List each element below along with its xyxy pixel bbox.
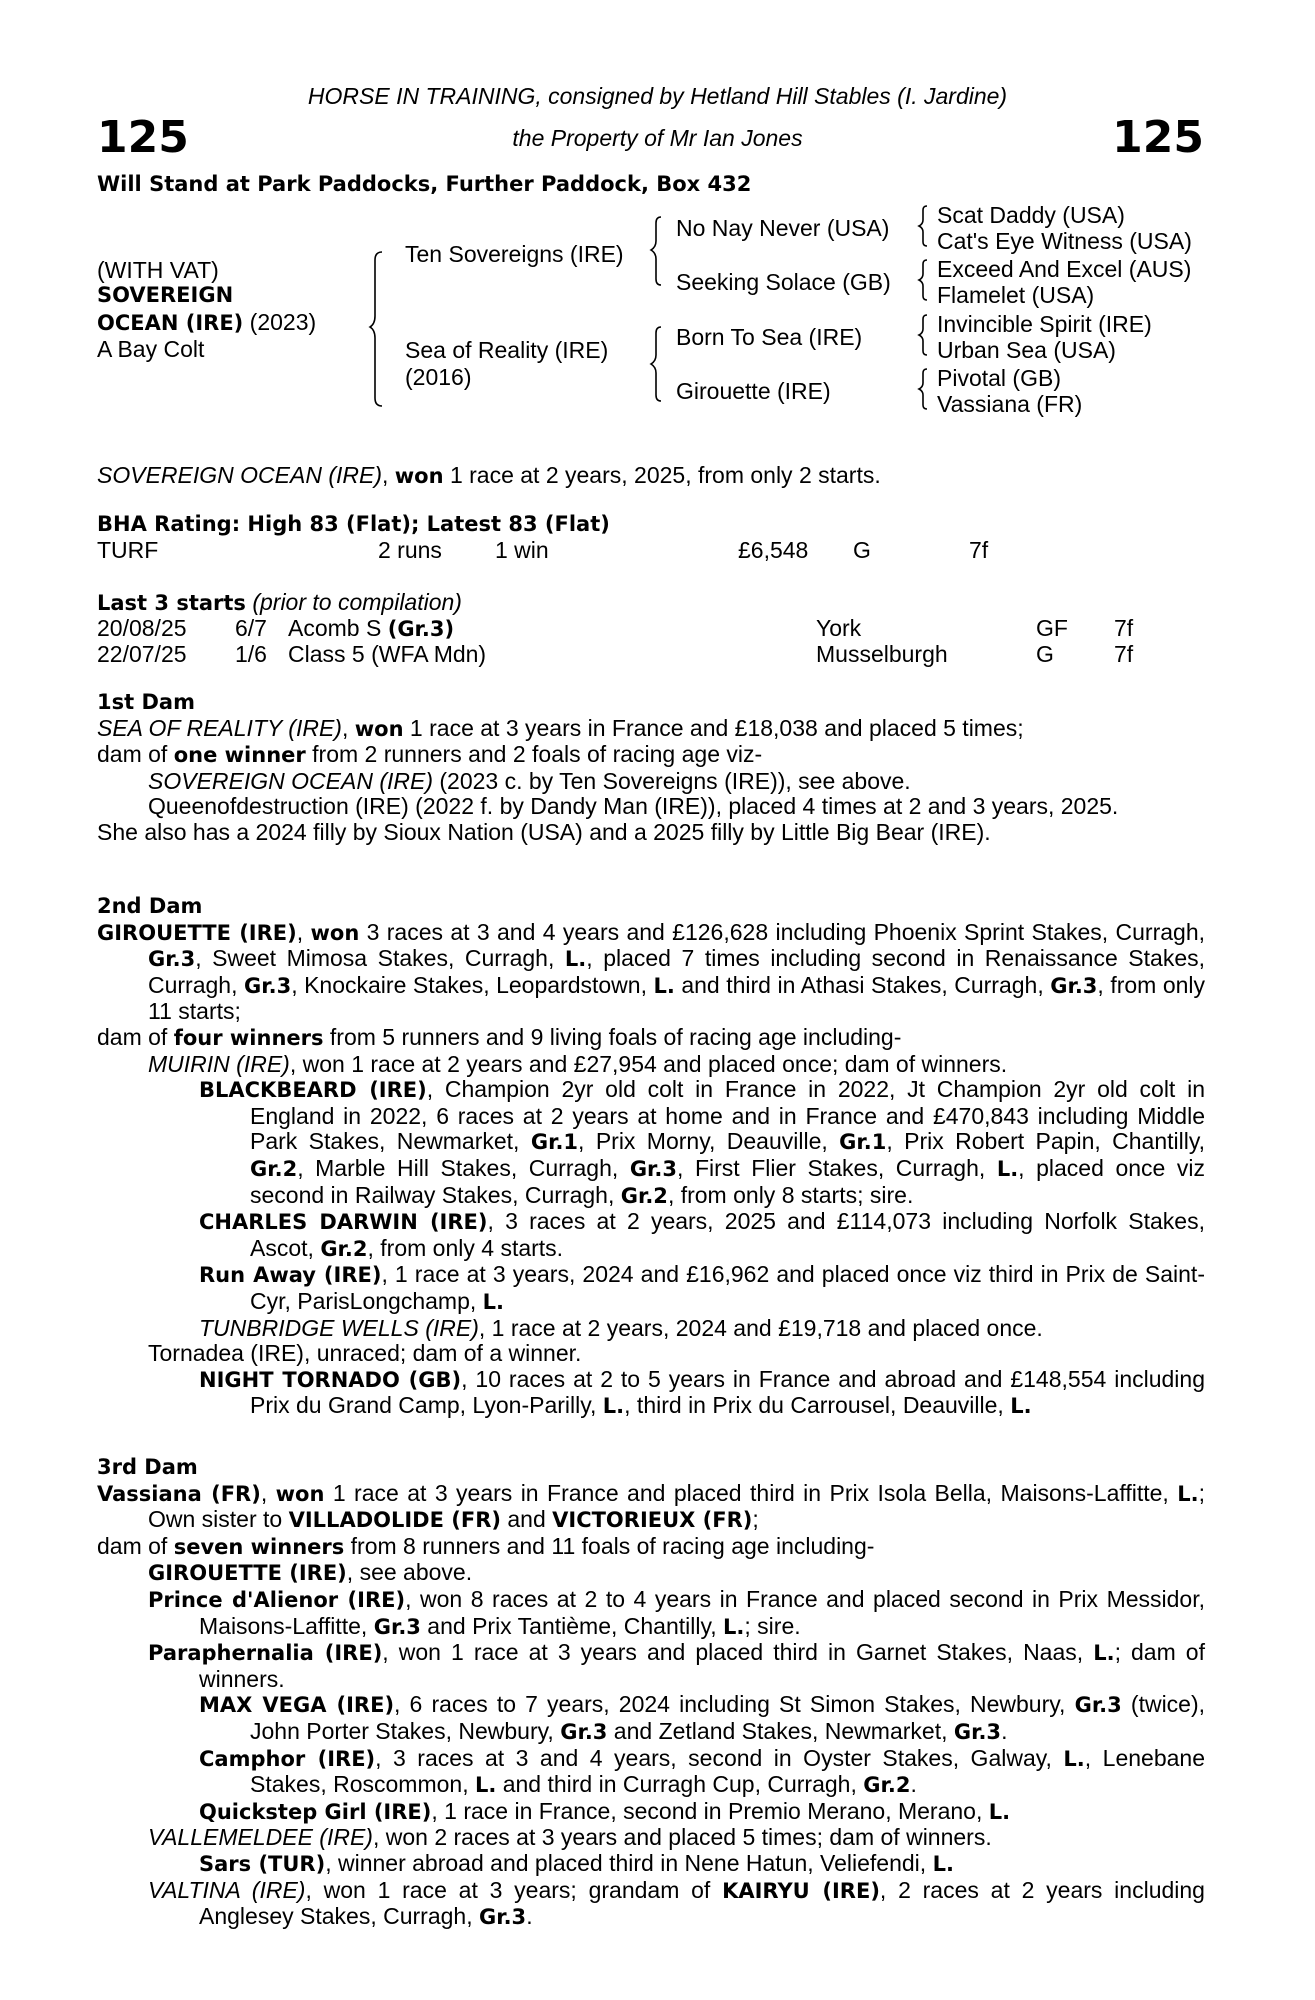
text: Queenofdestruction (IRE) (2022 f. by Dandy Man (IRE)), placed 4 times at 2 and 3 years, 2025. xyxy=(148,793,1119,820)
rating-surface: TURF xyxy=(97,537,159,563)
summary-horse-name: SOVEREIGN OCEAN (IRE) xyxy=(97,462,382,488)
progeny-name: Prince d'Alienor (IRE) xyxy=(148,1587,406,1612)
grade: L. xyxy=(932,1851,954,1876)
vat-note: (WITH VAT) xyxy=(97,257,219,283)
start-position: 6/7 xyxy=(235,615,267,641)
text: from 8 runners and 11 foals of racing age including- xyxy=(344,1532,875,1559)
text: , winner abroad and placed third in Nene Hatun, Veliefendi, xyxy=(325,1849,933,1876)
ped-sdd: Flamelet (USA) xyxy=(937,282,1095,308)
grade: L. xyxy=(1093,1641,1115,1666)
last-starts-title: Last 3 starts xyxy=(97,591,246,615)
horse-name-line2: OCEAN (IRE) xyxy=(97,311,244,335)
grade: Gr.3 xyxy=(244,973,292,998)
last-starts-heading xyxy=(97,589,462,616)
grand-progeny-entry xyxy=(97,1746,1205,1799)
grade: L. xyxy=(474,1773,497,1798)
progeny-entry xyxy=(97,794,1205,820)
text: ; dam of winners. xyxy=(199,1639,1205,1692)
start-date: 20/08/25 xyxy=(97,615,187,641)
race-summary: SOVEREIGN OCEAN (IRE), won 1 race at 2 years, 2025, from only 2 starts. xyxy=(97,462,881,488)
progeny-entry: Tornadea (IRE), unraced; dam of a winner. xyxy=(148,1340,582,1367)
progeny-name: NIGHT TORNADO (GB) xyxy=(199,1367,462,1392)
start-going: G xyxy=(1036,641,1054,667)
winners-count: four winners xyxy=(173,1025,324,1050)
dam-of-line xyxy=(97,1025,1205,1052)
progeny-name: CHARLES DARWIN (IRE) xyxy=(199,1210,488,1235)
dam-year: (2016) xyxy=(405,364,472,390)
grade: Gr.3 xyxy=(629,1156,678,1181)
text: , won 1 race at 2 years and £27,954 and placed once; dam of winners. xyxy=(289,1050,1008,1077)
progeny-name: MAX VEGA (IRE) xyxy=(199,1693,395,1718)
text: , 10 races at 2 to 5 years in France and abroad and £148,554 including Prix du Grand Camp, Lyon-Parilly, xyxy=(250,1365,1205,1419)
lot-number-right: 125 xyxy=(1112,112,1204,163)
text: , won 8 races at 2 to 4 years in France and placed second in Prix Messidor, Maisons-Laffitte, xyxy=(199,1585,1205,1639)
dd-bracket xyxy=(917,367,931,413)
progeny-entry xyxy=(97,1825,1205,1851)
ped-ddd: Vassiana (FR) xyxy=(937,391,1083,417)
start-distance: 7f xyxy=(1114,641,1134,667)
progeny-name: BLACKBEARD (IRE) xyxy=(199,1078,427,1103)
text: dam of xyxy=(97,1023,174,1050)
grand-progeny-entry xyxy=(97,1262,1205,1315)
grade: Gr.3 xyxy=(1050,973,1098,998)
start-date: 22/07/25 xyxy=(97,641,187,667)
progeny-entry xyxy=(97,1587,1205,1640)
start-position: 1/6 xyxy=(235,641,267,667)
section-heading: 1st Dam xyxy=(97,690,195,714)
start-race xyxy=(288,615,454,642)
rating-wins: 1 win xyxy=(495,537,549,563)
text: ; sire. xyxy=(744,1612,801,1639)
progeny-name: Quickstep Girl (IRE) xyxy=(199,1799,432,1824)
grade: Gr.3 xyxy=(478,1905,527,1930)
text: , see above. xyxy=(346,1559,473,1586)
grand-progeny-name: KAIRYU (IRE) xyxy=(722,1878,880,1903)
progeny-entry xyxy=(97,1052,1205,1078)
start-race-name: Acomb S xyxy=(288,615,382,641)
ds-bracket xyxy=(917,313,931,359)
grade: Gr.1 xyxy=(530,1130,579,1155)
grade: L. xyxy=(988,1799,1011,1824)
lot-property: the Property of Mr Ian Jones xyxy=(512,125,803,151)
grade: Gr.2 xyxy=(250,1156,298,1181)
text: , 3 races at 2 years, 2025 and £114,073 including Norfolk Stakes, Ascot, xyxy=(250,1208,1205,1261)
also-note: She also has a 2024 filly by Sioux Nation (USA) and a 2025 filly by Little Big Bear (IRE). xyxy=(97,818,991,845)
dam: Sea of Reality (IRE) xyxy=(405,337,609,363)
text: . xyxy=(526,1903,533,1930)
progeny-name: Run Away (IRE) xyxy=(199,1263,382,1288)
grade: L. xyxy=(482,1289,505,1314)
grade: Gr.2 xyxy=(320,1236,368,1261)
start-going: GF xyxy=(1036,615,1068,641)
text: and third in Athasi Stakes, Curragh, xyxy=(674,971,1051,998)
text: and third in Curragh Cup, Curragh, xyxy=(496,1771,864,1798)
progeny-entry xyxy=(97,769,1205,795)
grade: Gr.3 xyxy=(1074,1693,1122,1718)
ped-sds: Exceed And Excel (AUS) xyxy=(937,256,1192,282)
dam-of-line xyxy=(97,742,1205,769)
winners-count: one winner xyxy=(173,743,306,768)
won-label: won xyxy=(275,1481,325,1506)
summary-rest: 1 race at 2 years, 2025, from only 2 starts. xyxy=(449,462,881,488)
grade: L. xyxy=(1010,1394,1032,1419)
winners-count: seven winners xyxy=(173,1534,345,1559)
text: , Marble Hill Stakes, Curragh, xyxy=(297,1154,630,1181)
text: , 1 race at 3 years, 2024 and £16,962 and placed once viz third in Prix de Saint-Cyr, ParisLongchamp, xyxy=(250,1261,1205,1314)
sibling-name: VILLADOLIDE (FR) xyxy=(288,1508,501,1533)
horse-name-line2-wrap xyxy=(97,309,316,336)
text: from 2 runners and 2 foals of racing age viz- xyxy=(305,741,763,768)
text: and Prix Tantième, Chantilly, xyxy=(420,1612,724,1639)
text: 1 race at 3 years in France and £18,038 and placed 5 times; xyxy=(403,714,1024,741)
last-starts-note: (prior to compilation) xyxy=(252,589,462,615)
grade: L. xyxy=(602,1394,625,1419)
text: and Zetland Stakes, Newmarket, xyxy=(607,1717,954,1744)
text: . xyxy=(910,1771,917,1798)
grade: Gr.2 xyxy=(863,1773,911,1798)
grade: Gr.3 xyxy=(373,1614,421,1639)
start-course: Musselburgh xyxy=(816,641,948,667)
text: , placed once viz second in Railway Stakes, Curragh, xyxy=(250,1154,1205,1208)
dam-record xyxy=(97,716,1205,743)
grade: Gr.3 xyxy=(148,947,196,972)
start-distance: 7f xyxy=(1114,615,1134,641)
text: , Prix Robert Papin, Chantilly, xyxy=(886,1128,1206,1155)
rating-prize: £6,548 xyxy=(738,537,809,563)
progeny-name: SOVEREIGN OCEAN (IRE) xyxy=(148,767,433,794)
lot-title: HORSE IN TRAINING, consigned by Hetland Hill Stables (I. Jardine) xyxy=(307,83,1008,109)
main-bracket xyxy=(370,250,390,410)
dam-name: Vassiana (FR) xyxy=(97,1481,261,1506)
text: , 3 races at 3 and 4 years, second in Oyster Stakes, Galway, xyxy=(375,1744,1064,1771)
grade: L. xyxy=(653,973,675,998)
sibling-name: VICTORIEUX (FR) xyxy=(552,1508,753,1533)
start-course: York xyxy=(816,615,862,641)
text: , Lenebane Stakes, Roscommon, xyxy=(250,1744,1205,1798)
text: . xyxy=(1001,1717,1008,1744)
progeny-name: Camphor (IRE) xyxy=(199,1746,376,1771)
grand-progeny-entry xyxy=(97,1367,1205,1420)
text: 3 races at 3 and 4 years and £126,628 including Phoenix Sprint Stakes, Curragh, xyxy=(359,918,1206,945)
progeny-name: MUIRIN (IRE) xyxy=(148,1050,290,1077)
dam-name: GIROUETTE (IRE) xyxy=(97,920,297,945)
text: , won 1 race at 3 years; grandam of xyxy=(305,1876,723,1903)
horse-description: A Bay Colt xyxy=(97,336,205,362)
rating-runs: 2 runs xyxy=(378,537,442,563)
text: , won 1 race at 3 years and placed third in Garnet Stakes, Naas, xyxy=(382,1639,1094,1666)
progeny-entry xyxy=(97,1560,1205,1587)
text: and xyxy=(500,1506,553,1533)
text: dam of xyxy=(97,1532,174,1559)
won-label: won xyxy=(354,716,404,741)
progeny-name: VALTINA (IRE) xyxy=(148,1876,306,1903)
first-dam-section xyxy=(97,690,1205,846)
rating-going: G xyxy=(853,537,871,563)
text: (twice), John Porter Stakes, Newbury, xyxy=(250,1691,1206,1744)
progeny-name: Paraphernalia (IRE) xyxy=(148,1641,383,1666)
start-race-grade: (Gr.3) xyxy=(387,617,455,641)
grade: L. xyxy=(723,1614,745,1639)
ss-bracket xyxy=(917,204,931,250)
progeny-name: TUNBRIDGE WELLS (IRE) xyxy=(199,1314,479,1341)
stand-location: Will Stand at Park Paddocks, Further Paddock, Box 432 xyxy=(97,172,752,196)
progeny-entry xyxy=(97,1878,1205,1931)
grade: Gr.3 xyxy=(560,1719,608,1744)
text: , from only 11 starts; xyxy=(148,971,1206,1025)
text: , third in Prix du Carrousel, Deauville, xyxy=(624,1392,1011,1419)
grade: L. xyxy=(996,1156,1019,1181)
grade: Gr.3 xyxy=(953,1719,1002,1744)
text: , 6 races to 7 years, 2024 including St Simon Stakes, Newbury, xyxy=(394,1691,1075,1718)
start-race-name: Class 5 (WFA Mdn) xyxy=(288,641,487,667)
text: , Knockaire Stakes, Leopardstown, xyxy=(291,971,654,998)
text: , 1 race in France, second in Premio Merano, Merano, xyxy=(431,1797,989,1824)
text: , 1 race at 2 years, 2024 and £19,718 and placed once. xyxy=(478,1314,1043,1341)
progeny-name: VALLEMELDEE (IRE) xyxy=(148,1824,373,1851)
text: , won 2 races at 3 years and placed 5 times; dam of winners. xyxy=(372,1824,992,1851)
dam-sire: Born To Sea (IRE) xyxy=(676,324,863,350)
ped-dss: Invincible Spirit (IRE) xyxy=(937,311,1152,337)
ped-dsd: Urban Sea (USA) xyxy=(937,337,1116,363)
text: dam of xyxy=(97,741,174,768)
bha-rating-heading: BHA Rating: High 83 (Flat); Latest 83 (Flat) xyxy=(97,512,610,536)
section-heading: 2nd Dam xyxy=(97,894,203,918)
sire-dam: Seeking Solace (GB) xyxy=(676,269,891,295)
grade: Gr.1 xyxy=(839,1130,887,1155)
grade: Gr.2 xyxy=(620,1183,668,1208)
rating-distance: 7f xyxy=(969,537,989,563)
dam-bracket xyxy=(650,325,666,410)
won-label: won xyxy=(310,920,360,945)
sire-sire: No Nay Never (USA) xyxy=(676,215,890,241)
dam-record: Vassiana (FR), won 1 race at 3 years in France and placed third in Prix Isola Bella, Maisons-Laffitte, L.; Own sister to VILLADOLIDE (FR) and VICTORIEUX (FR); xyxy=(97,1479,1205,1533)
horse-name-line1: SOVEREIGN xyxy=(97,283,234,307)
text: , 2 races at 2 years including Anglesey Stakes, Curragh, xyxy=(199,1876,1205,1930)
progeny-name: Sars (TUR) xyxy=(199,1851,326,1876)
text: , First Flier Stakes, Curragh, xyxy=(677,1154,997,1181)
grade: L. xyxy=(1177,1481,1199,1506)
grand-progeny-entry xyxy=(97,1077,1205,1209)
dam-name: SEA OF REALITY (IRE) xyxy=(97,714,342,741)
text: , from only 8 starts; sire. xyxy=(667,1181,914,1208)
grand-progeny-entry xyxy=(97,1799,1205,1826)
grand-progeny-entry xyxy=(97,1316,1205,1342)
grade: L. xyxy=(564,947,587,972)
dam-dam: Girouette (IRE) xyxy=(676,378,831,404)
text: , from only 4 starts. xyxy=(367,1234,564,1261)
section-heading: 3rd Dam xyxy=(97,1455,198,1479)
grand-progeny-entry xyxy=(97,1851,1205,1878)
second-dam-section xyxy=(97,894,1205,1420)
text: 1 race at 3 years in France and placed third in Prix Isola Bella, Maisons-Laffitte, xyxy=(324,1479,1178,1506)
grade: L. xyxy=(1063,1746,1085,1771)
grand-progeny-entry xyxy=(97,1692,1205,1745)
text: , Champion 2yr old colt in France in 2022, Jt Champion 2yr old colt in England in 2022, 6 races at 2 years at home and in France and £470,843 including Middle Park Stakes, Newmarket, xyxy=(250,1076,1205,1155)
text: ; Own sister to xyxy=(148,1479,1205,1533)
text: from 5 runners and 9 living foals of racing age including- xyxy=(323,1023,902,1050)
third-dam-section xyxy=(97,1455,1205,1931)
sire-bracket xyxy=(650,215,666,295)
progeny-entry xyxy=(97,1640,1205,1692)
text: , placed 7 times including second in Renaissance Stakes, Curragh, xyxy=(148,945,1205,998)
horse-year: (2023) xyxy=(249,309,317,335)
text: , xyxy=(341,714,355,741)
text: , Sweet Mimosa Stakes, Curragh, xyxy=(195,945,565,972)
progeny-name: GIROUETTE (IRE) xyxy=(148,1561,347,1586)
sire: Ten Sovereigns (IRE) xyxy=(405,241,624,267)
dam-record: GIROUETTE (IRE), won 3 races at 3 and 4 years and £126,628 including Phoenix Sprint Stakes, Curragh, Gr.3, Sweet Mimosa Stakes, Curragh, L., placed 7 times including second in Renaissance Stakes, Curragh, Gr.3, Knockaire Stakes, Leopardstown, L. and third in Athasi Stakes, Curragh, Gr.3, from only 11 starts; xyxy=(97,918,1206,1025)
summary-won: won xyxy=(394,464,444,488)
ped-sss: Scat Daddy (USA) xyxy=(937,202,1125,228)
ped-dds: Pivotal (GB) xyxy=(937,365,1061,391)
ped-ssd: Cat's Eye Witness (USA) xyxy=(937,228,1192,254)
text: (2023 c. by Ten Sovereigns (IRE)), see above. xyxy=(432,767,911,794)
grand-progeny-entry xyxy=(97,1209,1205,1262)
text: , Prix Morny, Deauville, xyxy=(578,1128,840,1155)
dam-of-line xyxy=(97,1534,1205,1561)
text: ; xyxy=(752,1506,759,1533)
sd-bracket xyxy=(917,258,931,304)
lot-number-left: 125 xyxy=(97,112,189,163)
